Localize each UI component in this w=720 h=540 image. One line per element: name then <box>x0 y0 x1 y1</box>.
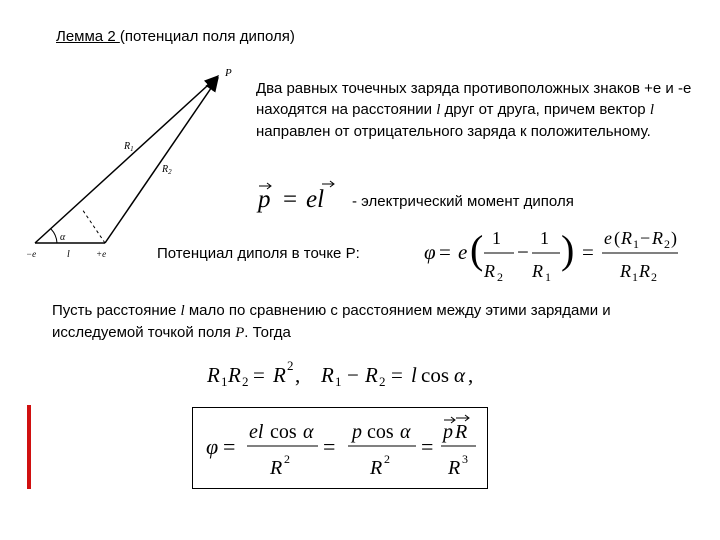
svg-text:φ: φ <box>424 240 436 264</box>
svg-text:=: = <box>323 434 336 459</box>
svg-text:−: − <box>347 363 359 387</box>
svg-text:=: = <box>421 434 434 459</box>
svg-text:=: = <box>391 363 403 387</box>
lemma-number: Лемма 2 <box>56 28 120 45</box>
svg-text:cos: cos <box>421 363 449 387</box>
svg-text:2: 2 <box>384 452 390 466</box>
svg-text:p: p <box>352 421 362 443</box>
svg-text:R: R <box>321 363 334 387</box>
lemma-title <box>56 28 295 45</box>
approximation-formula <box>205 355 485 391</box>
svg-text:1: 1 <box>492 228 501 248</box>
svg-text:,: , <box>468 363 474 387</box>
svg-text:el: el <box>306 186 325 213</box>
final-potential-formula-box <box>192 407 488 489</box>
svg-text:=: = <box>223 434 236 459</box>
svg-text:l: l <box>411 363 417 387</box>
svg-text:cos: cos <box>270 421 297 443</box>
alpha-angle-arc <box>51 229 57 243</box>
svg-text:2: 2 <box>651 270 657 284</box>
svg-text:(: ( <box>614 228 620 248</box>
alpha-label: α <box>60 232 66 243</box>
svg-text:R: R <box>620 261 631 281</box>
svg-text:2: 2 <box>284 452 290 466</box>
svg-text:−: − <box>640 228 651 248</box>
assumption-text: Пусть расстояние l мало по сравнению с расстоянием между этими зарядами и исследуемой точкой поля P. Тогда <box>52 302 611 341</box>
svg-text:): ) <box>561 227 575 272</box>
svg-text:R: R <box>207 363 220 387</box>
svg-text:=: = <box>283 186 298 213</box>
svg-text:2: 2 <box>379 374 386 389</box>
dipole-diagram <box>20 62 250 262</box>
svg-text:,: , <box>295 363 301 387</box>
l-label: l <box>67 249 70 260</box>
svg-text:2: 2 <box>497 270 503 284</box>
svg-text:e: e <box>604 228 612 248</box>
r2-vector <box>105 78 218 243</box>
neg-charge-label: −e <box>26 249 37 259</box>
svg-text:α: α <box>454 363 466 387</box>
svg-text:R: R <box>652 228 663 248</box>
svg-text:2: 2 <box>664 237 670 251</box>
svg-text:1: 1 <box>545 270 551 284</box>
point-p-label: P <box>225 67 232 79</box>
dipole-moment-formula <box>254 178 344 218</box>
dipole-description: Два равных точечных заряда противоположных знаков +е и -е находятся на расстоянии l друг от друга, причем вектор l направлен от отрицательного заряда к положительному. <box>256 80 692 140</box>
svg-text:(: ( <box>470 227 484 272</box>
svg-text:): ) <box>671 228 677 248</box>
svg-text:R: R <box>639 261 650 281</box>
svg-text:=: = <box>253 363 265 387</box>
svg-text:R: R <box>621 228 632 248</box>
svg-text:−: − <box>517 240 529 264</box>
pos-charge-label: +e <box>96 249 107 259</box>
svg-text:2: 2 <box>242 374 249 389</box>
svg-text:el: el <box>249 421 264 443</box>
svg-text:cos: cos <box>367 421 394 443</box>
svg-text:p: p <box>258 186 271 213</box>
svg-text:R: R <box>455 421 468 443</box>
projection-dashed-line <box>82 209 105 243</box>
r1-label: $R_1$ <box>124 141 134 153</box>
svg-text:3: 3 <box>462 452 468 466</box>
svg-text:1: 1 <box>632 270 638 284</box>
svg-text:1: 1 <box>540 228 549 248</box>
potential-label: Потенциал диполя в точке P: <box>157 245 360 262</box>
svg-text:2: 2 <box>287 358 294 373</box>
svg-text:R: R <box>370 457 383 479</box>
svg-text:1: 1 <box>633 237 639 251</box>
svg-text:1: 1 <box>335 374 342 389</box>
svg-text:α: α <box>303 421 314 443</box>
svg-text:φ: φ <box>206 434 219 459</box>
svg-text:R: R <box>532 261 543 281</box>
lemma-subtitle: (потенциал поля диполя) <box>119 28 295 45</box>
svg-text:R: R <box>273 363 286 387</box>
svg-text:=: = <box>582 240 594 264</box>
svg-text:p: p <box>443 421 453 443</box>
svg-text:1: 1 <box>221 374 228 389</box>
svg-text:R: R <box>228 363 241 387</box>
svg-text:e: e <box>458 240 468 264</box>
svg-text:R: R <box>270 457 283 479</box>
accent-bar <box>27 405 31 489</box>
svg-text:R: R <box>448 457 461 479</box>
svg-text:R: R <box>365 363 378 387</box>
r1-vector <box>35 76 218 243</box>
svg-text:=: = <box>439 240 451 264</box>
r2-label: $R_2$ <box>162 164 172 176</box>
svg-text:α: α <box>400 421 411 443</box>
svg-text:R: R <box>484 261 495 281</box>
dipole-moment-description: - электрический момент диполя <box>352 193 574 210</box>
potential-formula <box>420 222 680 284</box>
